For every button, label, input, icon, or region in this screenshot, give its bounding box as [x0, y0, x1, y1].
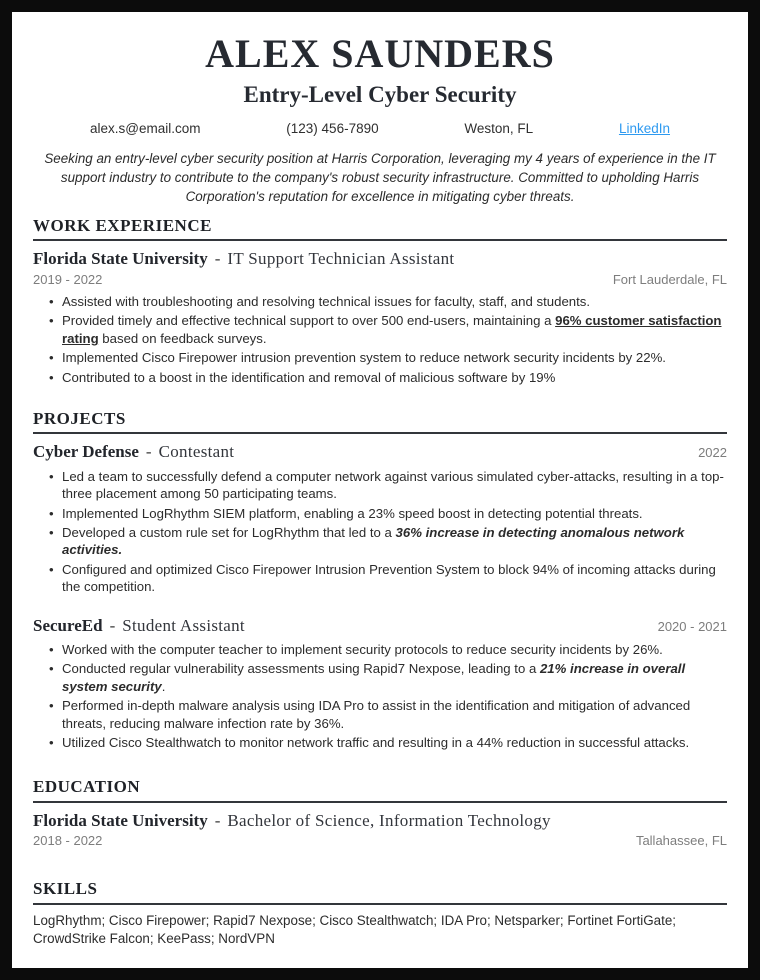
project-role: Contestant [158, 442, 235, 462]
project-name: Cyber Defense [33, 442, 139, 462]
bullet-text: Contributed to a boost in the identification and removal of malicious software by 19% [62, 369, 556, 385]
education-entry-fsu [33, 810, 727, 850]
bullet-text: Provided timely and effective technical support to over 500 end-users, maintaining a [62, 313, 556, 329]
section-work-experience [33, 216, 727, 386]
entry-meta-row [33, 272, 727, 288]
bullet-text: Utilized Cisco Stealthwatch to monitor network traffic and resulting in a 44% reduction in successful attacks. [62, 735, 690, 751]
title-separator: - [109, 615, 116, 635]
skills-list-text: LogRhythm; Cisco Firepower; Rapid7 Nexpose; Cisco Stealthwatch; IDA Pro; Netsparker; Fortinet FortiGate; CrowdStrike Falcon; KeePass; NordVPN [33, 912, 677, 946]
section-education [33, 777, 727, 849]
entry-date: 2022 [698, 445, 727, 461]
entry-title-row [33, 441, 727, 462]
resume-header [33, 32, 727, 206]
degree-name: Bachelor of Science, Information Technology [227, 810, 551, 830]
candidate-name: ALEX SAUNDERS [205, 31, 555, 76]
bullet-text: Led a team to successfully defend a computer network against various simulated cyber-attacks, resulting in a top-three placement among 50 participating teams. [62, 468, 724, 502]
bullet-item [47, 349, 727, 366]
bullet-text: Assisted with troubleshooting and resolving technical issues for faculty, staff, and students. [62, 293, 591, 309]
bullet-text: Developed a custom rule set for LogRhythm that led to a [62, 524, 396, 540]
bullet-text: Worked with the computer teacher to implement security protocols to reduce security incidents by 26%. [62, 641, 663, 657]
contact-row [90, 121, 670, 136]
title-separator: - [214, 249, 221, 269]
bullet-item [47, 369, 727, 386]
skills-heading: SKILLS [33, 879, 727, 904]
bullet-item [47, 505, 727, 522]
school-name: Florida State University [33, 810, 208, 830]
contact-phone: (123) 456-7890 [286, 120, 379, 136]
contact-email: alex.s@email.com [90, 120, 201, 136]
bullet-item [47, 697, 727, 732]
bullet-text: Implemented LogRhythm SIEM platform, enabling a 23% speed boost in detecting potential threats. [62, 505, 643, 521]
bullet-highlight-bold-italic: 36% increase in detecting anomalous network activities. [62, 524, 685, 558]
bullet-item [47, 468, 727, 503]
bullet-item [47, 734, 727, 751]
bullet-list [33, 641, 727, 752]
section-projects [33, 409, 727, 751]
bullet-list [33, 468, 727, 596]
bullet-highlight-bold-underline: 96% customer satisfaction rating [62, 313, 722, 346]
entry-meta-row [33, 833, 727, 849]
bullet-item [47, 561, 727, 596]
project-name: SecureEd [33, 615, 103, 635]
entry-title-row [33, 248, 727, 269]
entry-location: Tallahassee, FL [635, 833, 727, 849]
projects-heading: PROJECTS [33, 409, 727, 434]
education-heading: EDUCATION [33, 777, 727, 802]
bullet-item [47, 641, 727, 658]
bullet-text: Performed in-depth malware analysis using IDA Pro to assist in the identification and mitigation of advanced threats, reducing malware infection rate by 36%. [62, 698, 691, 731]
role-name: IT Support Technician Assistant [227, 249, 455, 269]
bullet-text: . [161, 678, 166, 694]
section-skills [33, 879, 727, 948]
linkedin-link[interactable]: LinkedIn [618, 120, 670, 136]
entry-date: 2020 - 2021 [657, 618, 727, 634]
candidate-title: Entry-Level Cyber Security [243, 82, 517, 107]
bullet-list [33, 293, 727, 386]
work-experience-heading: WORK EXPERIENCE [33, 216, 727, 241]
project-role: Student Assistant [122, 615, 245, 635]
resume-page [12, 12, 748, 968]
work-entry-fsu [33, 248, 727, 386]
entry-title-row [33, 810, 727, 831]
entry-date: 2018 - 2022 [33, 833, 103, 849]
entry-location: Fort Lauderdale, FL [612, 271, 727, 287]
entry-date: 2019 - 2022 [33, 271, 103, 287]
contact-location: Weston, FL [464, 120, 534, 136]
bullet-item [47, 524, 727, 559]
entry-title-row [33, 615, 727, 636]
bullet-text: Implemented Cisco Firepower intrusion prevention system to reduce network security incidents by 22%. [62, 350, 666, 366]
bullet-item [47, 293, 727, 310]
project-entry-secureed [33, 615, 727, 752]
project-entry-cyber-defense [33, 441, 727, 595]
title-separator: - [214, 810, 221, 830]
bullet-text: Conducted regular vulnerability assessments using Rapid7 Nexpose, leading to a [62, 661, 540, 677]
objective-text: Seeking an entry-level cyber security position at Harris Corporation, leveraging my 4 years of experience in the IT support industry to contribute to the company's robust security infrastructure. Committed to upholding Harris Corporation's reputation for excellence in mitigating cyber threats. [44, 150, 716, 204]
bullet-item [47, 312, 727, 347]
bullet-item [47, 660, 727, 695]
bullet-highlight-bold-italic: 21% increase in overall system security [62, 661, 686, 694]
bullet-text: Configured and optimized Cisco Firepower Intrusion Prevention System to block 94% of incoming attacks during the competition. [62, 561, 716, 595]
org-name: Florida State University [33, 249, 208, 269]
title-separator: - [145, 442, 152, 462]
bullet-text: based on feedback surveys. [98, 330, 267, 346]
